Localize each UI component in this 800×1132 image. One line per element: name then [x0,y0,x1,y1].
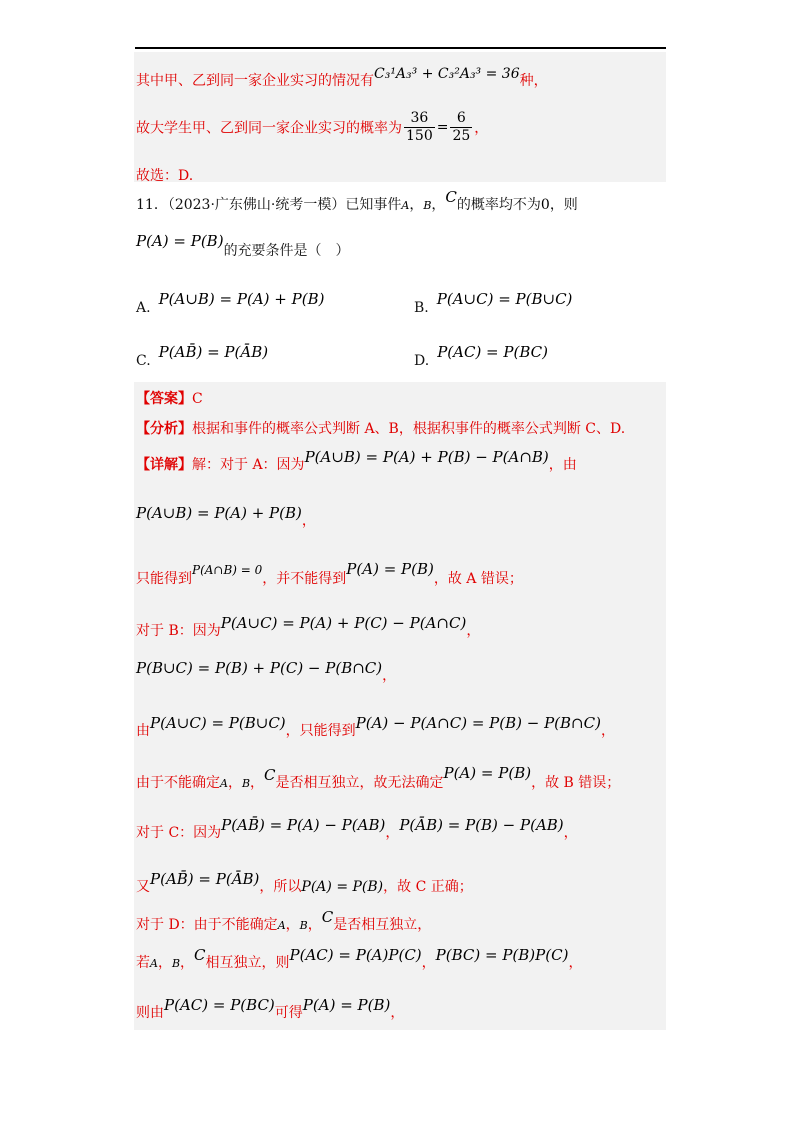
l7-math: P(A∪C) = P(A) + P(C) − P(A∩C) [220,614,467,632]
detail-intro: 解：对于 A：因为 [192,457,305,473]
option-d-math: P(AC) = P(BC) [437,343,548,361]
detail-tag: 【详解】 [136,457,192,473]
event-c: C [321,908,334,926]
analysis-line [136,418,625,438]
top-line-2-suffix: ， [474,120,489,137]
sep: ， [250,775,265,791]
answer-line [136,388,203,408]
l8-end: ， [382,668,397,684]
l14-math-2: P(BC) = P(B)P(C) [435,946,569,964]
l11-mid: ， [385,825,400,841]
event-c: C [264,766,276,784]
sep: ， [157,955,172,971]
sep: ， [285,917,300,933]
sep: ， [409,197,424,213]
l13-pre: 对于 D：由于不能确定 [136,917,278,933]
l15-pre: 则由 [136,1005,164,1021]
solution-line-12 [136,870,473,896]
solution-line-14 [136,946,583,972]
l10-end: ，故 B 错误； [531,775,621,791]
l5-suffix: ， [301,513,316,529]
sep: ， [180,955,195,971]
answer-tag: 【答案】 [136,391,192,407]
l11-end: ， [563,825,578,841]
l10-mid: 是否相互独立，故无法确定 [275,775,444,791]
l10-pre: 由于不能确定 [136,775,220,791]
l6-mid: ，并不能得到 [262,571,347,587]
frac2-denominator: 25 [452,128,471,144]
fraction-36-150 [404,110,435,145]
question-11-condition [136,232,350,260]
question-mid: 的概率均不为 [456,197,541,213]
option-c[interactable] [136,343,269,369]
l9-math-1: P(A∪C) = P(B∪C) [150,714,286,732]
option-b[interactable] [414,290,573,316]
l10-math: P(A) = P(B) [443,764,532,782]
event-b: B [299,919,308,932]
option-a-label: A. [136,300,151,316]
top-line-1-suffix: 种， [519,73,548,89]
detail-math-1: P(A∪B) = P(A) + P(B) − P(A∩B) [304,448,549,466]
event-b: B [241,777,251,790]
l11-pre: 对于 C：因为 [136,825,222,841]
equals-sign: = [436,119,449,136]
l14-end: ， [568,955,583,971]
l9-pre: 由 [136,723,150,739]
l14-math-1: P(AC) = P(A)P(C) [289,946,422,964]
l9-mid: ，只能得到 [285,723,356,739]
frac1-numerator: 36 [404,110,435,128]
l11-math-2: P(ĀB) = P(B) − P(AB) [399,816,564,834]
l13-end: 是否相互独立， [333,917,432,933]
top-line-2-text: 故大学生甲、乙到同一家企业实习的概率为 [136,120,402,137]
solution-line-7 [136,614,481,640]
solution-line-15 [136,996,405,1022]
solution-line-13 [136,908,432,934]
option-d-label: D. [414,353,430,369]
l15-end: ， [390,1005,405,1021]
event-a: A [150,957,158,970]
detail-by: ，由 [548,457,577,473]
l15-math-2: P(A) = P(B) [302,996,391,1014]
l6-pre: 只能得到 [136,571,192,587]
option-c-label: C. [136,353,151,369]
l12-mid: ，所以 [259,879,302,895]
event-c: C [194,946,206,964]
event-b: B [171,957,181,970]
l7-pre: 对于 B：因为 [136,623,221,639]
l14-mid: 相互独立，则 [205,955,290,971]
fraction-6-25 [450,110,472,145]
question-11-stem [136,188,578,214]
l15-math-1: P(AC) = P(BC) [164,996,275,1014]
solution-line-10 [136,764,621,792]
solution-line-9 [136,714,615,740]
condition-text: 的充要条件是（ ） [223,243,350,259]
top-line-1-text: 其中甲、乙到同一家企业实习的情况有 [136,73,374,89]
l14-sep: ， [421,955,436,971]
option-c-math: P(AB̄) = P(ĀB) [158,343,269,361]
sep: ， [307,917,322,933]
solution-line-8 [136,659,397,685]
top-line-1-math: C₃¹A₃³ + C₃²A₃³ = 36 [374,66,520,82]
l9-math-2: P(A) − P(A∩C) = P(B) − P(B∩C) [355,714,601,732]
event-b: B [423,199,432,212]
top-line-1 [136,66,548,90]
event-a: A [277,919,286,932]
event-a: A [401,199,410,212]
l12-pre: 又 [136,879,150,895]
l5-math: P(A∪B) = P(A) + P(B) [136,504,302,522]
detail-line [136,448,577,474]
top-line-3: 故选：D. [136,168,194,184]
analysis-text: 根据和事件的概率公式判断 A、B，根据积事件的概率公式判断 C、D. [192,421,626,437]
event-c: C [445,188,457,206]
sep: ， [227,775,242,791]
zero-value: 0 [540,197,550,213]
answer-value: C [192,391,203,407]
option-d[interactable] [414,343,548,369]
frac2-numerator: 6 [450,110,472,128]
frac1-denominator: 150 [406,128,433,144]
l8-math: P(B∪C) = P(B) + P(C) − P(B∩C) [136,659,383,677]
option-a-math: P(A∪B) = P(A) + P(B) [158,290,325,308]
solution-line-5 [136,504,316,530]
l6-math-1: P(A∩B) = 0 [192,563,263,577]
analysis-tag: 【分析】 [136,421,192,437]
l6-end: ，故 A 错误； [433,571,523,587]
event-a: A [220,777,228,790]
solution-line-6 [136,560,523,588]
header-rule [135,47,666,49]
l11-math-1: P(AB̄) = P(A) − P(AB) [221,816,386,834]
l15-mid: 可得 [274,1005,303,1021]
top-line-2 [136,110,488,145]
l7-end: ， [466,623,481,639]
option-b-math: P(A∪C) = P(B∪C) [436,290,573,308]
l12-end: ，故 C 正确； [383,879,473,895]
l12-math-2: P(A) = P(B) [301,879,384,895]
option-a[interactable] [136,290,325,316]
solution-line-11 [136,816,578,842]
l9-end: ， [600,723,615,739]
question-source: （2023·广东佛山·统考一模）已知事件 [167,197,402,213]
question-number: 11． [136,197,168,213]
question-tail: ，则 [549,197,578,213]
l6-math-2: P(A) = P(B) [346,560,434,578]
sep: ， [431,197,446,213]
condition-math: P(A) = P(B) [136,232,224,250]
l12-math-1: P(AB̄) = P(ĀB) [150,870,260,888]
l14-pre: 若 [136,955,150,971]
option-b-label: B. [414,300,429,316]
